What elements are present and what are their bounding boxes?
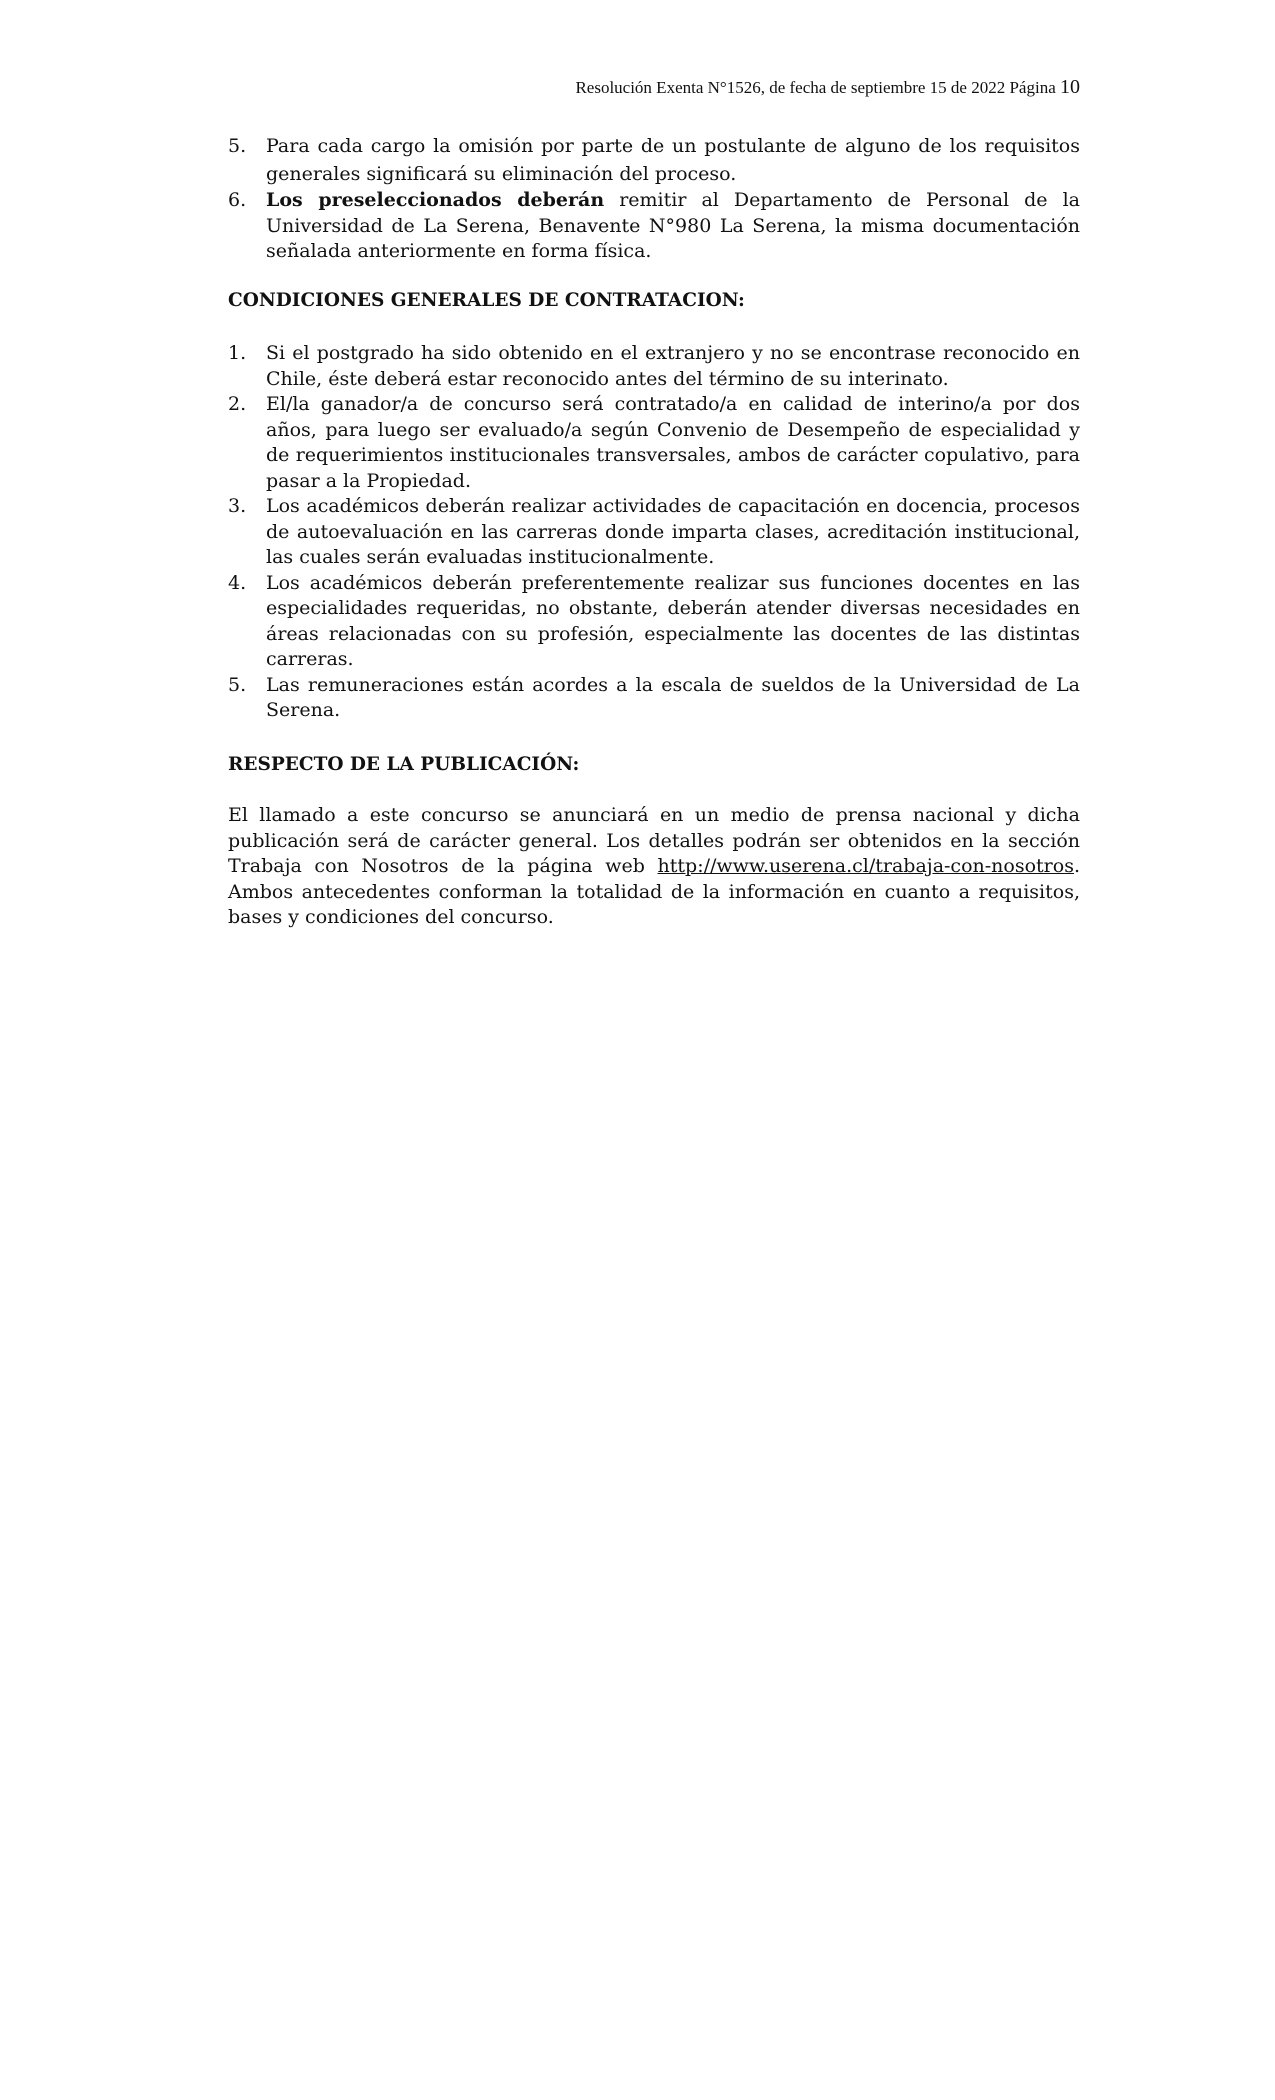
publication-text-before-link: El llamado a este concurso se anunciará en un medio de prensa nacional y dicha publicación será de carácter general. Los detalles podrán ser obtenidos en la sección Trabaja con Nosotros de la página web (228, 804, 1080, 877)
list-item-number: 6. (228, 189, 247, 211)
list-item-number: 1. (228, 342, 247, 364)
requirements-list-continued (228, 132, 1080, 265)
page-header (575, 76, 1080, 99)
section-heading-publication: RESPECTO DE LA PUBLICACIÓN: (228, 754, 580, 775)
conditions-list (228, 341, 1080, 724)
publication-text-after-link: . Ambos antecedentes conforman la totalidad de la información en cuanto a requisitos, bases y condiciones del concurso. (228, 855, 1080, 928)
list-item (228, 673, 1080, 724)
list-item (228, 392, 1080, 494)
list-item-number: 2. (228, 393, 247, 415)
section-heading-conditions: CONDICIONES GENERALES DE CONTRATACION: (228, 290, 745, 311)
jobs-page-link[interactable]: http://www.userena.cl/trabaja-con-nosotros (657, 855, 1074, 877)
list-item-bold-text: Los preseleccionados deberán (266, 189, 605, 211)
list-item-text: Las remuneraciones están acordes a la escala de sueldos de la Universidad de La Serena. (266, 673, 1080, 721)
list-item-text: Si el postgrado ha sido obtenido en el extranjero y no se encontrase reconocido en Chile, éste deberá estar reconocido antes del término de su interinato. (266, 342, 1080, 390)
header-text: Resolución Exenta N°1526, de fecha de septiembre 15 de 2022 Página (575, 78, 1056, 97)
list-item (228, 188, 1080, 265)
list-item (228, 494, 1080, 571)
publication-paragraph (228, 803, 1080, 931)
list-item-text: El/la ganador/a de concurso será contratado/a en calidad de interino/a por dos años, para luego ser evaluado/a según Convenio de Desempeño de especialidad y de requerimientos institucionales transversales, ambos de carácter copulativo, para pasar a la Propiedad. (266, 393, 1080, 492)
list-item (228, 341, 1080, 392)
list-item-text: Los académicos deberán preferentemente realizar sus funciones docentes en las especialidades requeridas, no obstante, deberán atender diversas necesidades en áreas relacionadas con su profesión, especialmente las docentes de las distintas carreras. (266, 571, 1080, 670)
list-item-number: 5. (228, 135, 247, 157)
page-number: 10 (1060, 76, 1080, 98)
list-item-number: 5. (228, 673, 247, 696)
list-item-number: 4. (228, 571, 247, 594)
list-item-number: 3. (228, 495, 247, 517)
list-item-text: remitir al Departamento de Personal de la Universidad de La Serena, Benavente N°980 La Serena, la misma documentación señalada anteriormente en forma física. (266, 189, 1081, 262)
list-item (228, 132, 1080, 188)
list-item-text: Los académicos deberán realizar actividades de capacitación en docencia, procesos de autoevaluación en las carreras donde imparta clases, acreditación institucional, las cuales serán evaluadas institucionalmente. (266, 495, 1080, 568)
list-item-text: Para cada cargo la omisión por parte de un postulante de alguno de los requisitos generales significará su eliminación del proceso. (266, 135, 1080, 185)
list-item (228, 571, 1080, 673)
